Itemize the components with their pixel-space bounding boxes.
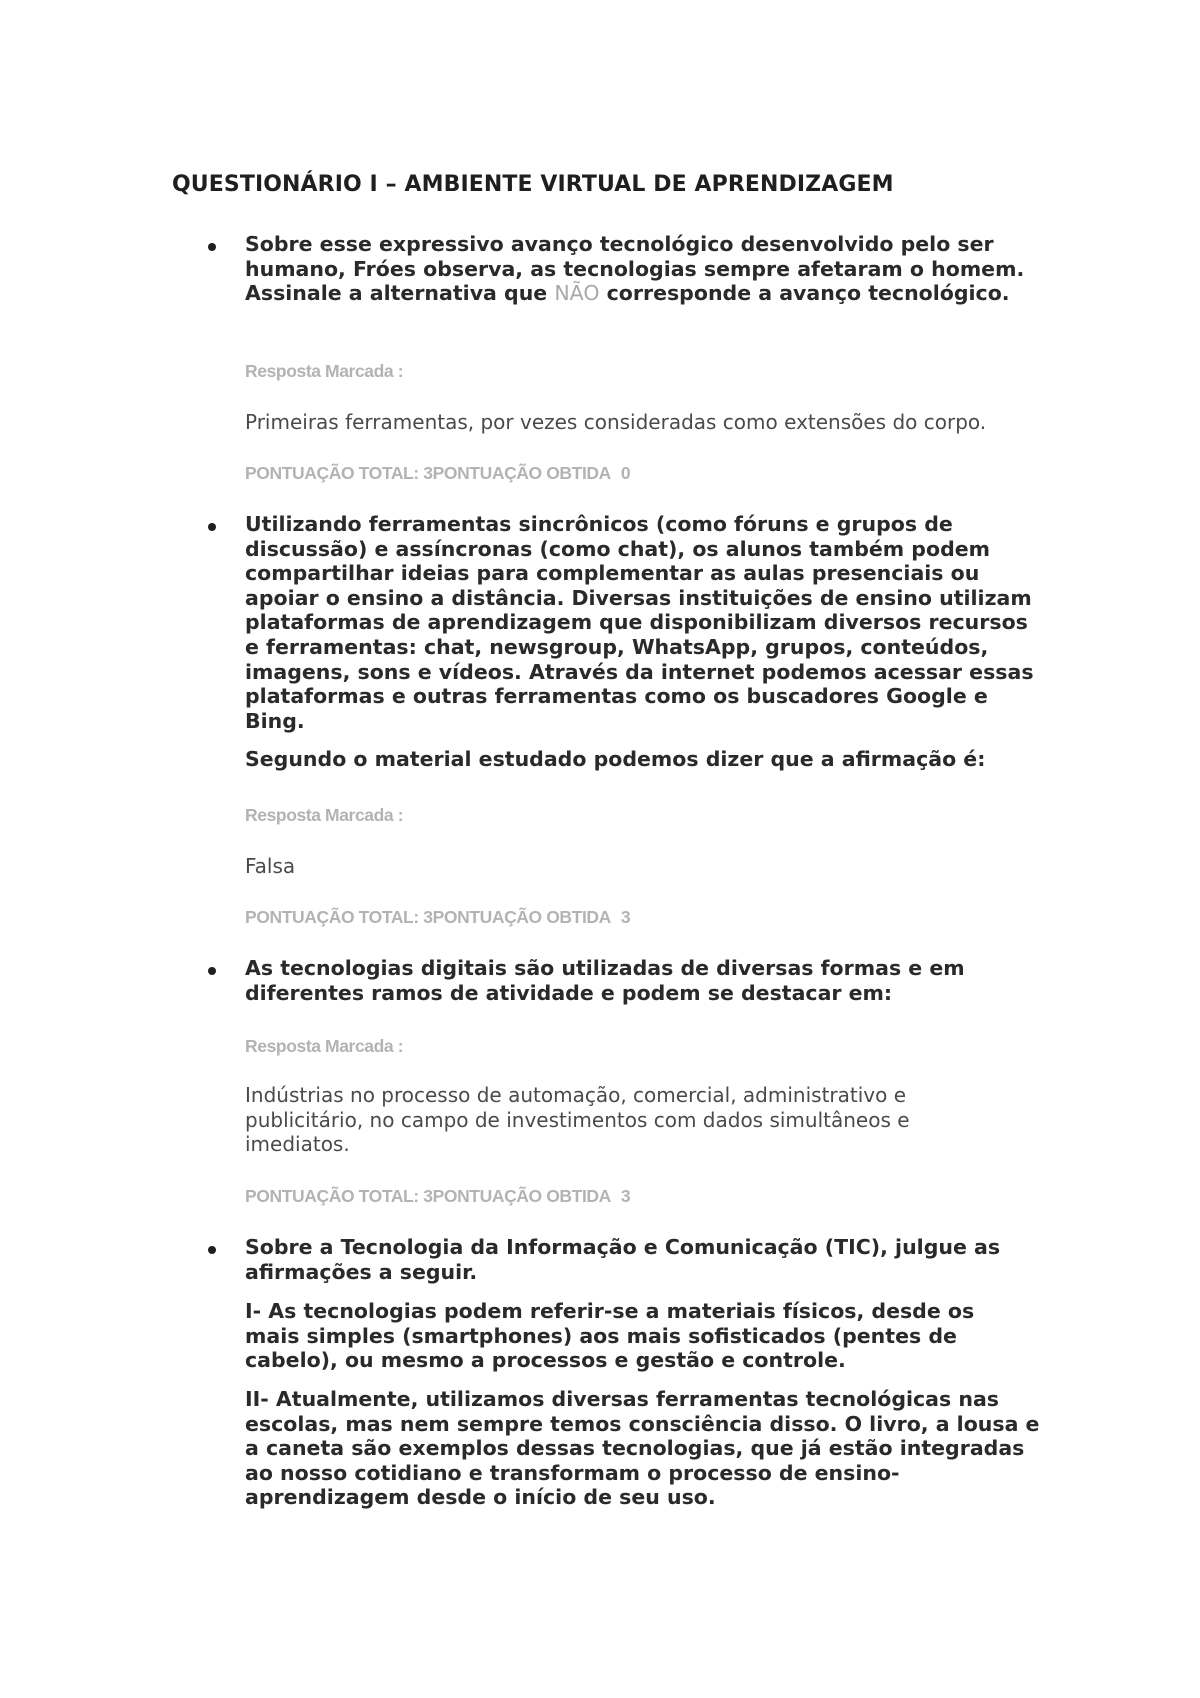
highlight-nao: NÃO [554,281,600,306]
score-obtained-value: 0 [620,463,631,483]
question-text: Utilizando ferramentas sincrônicos (como fóruns e grupos de discussão) e assíncronas (como chat), os alunos também podem compartilhar ideias para complementar as aulas presenciais ou apoiar o ensino a distância. Diversas instituições de ensino utilizam plataformas de aprendizagem que disponibilizam diversos recursos e ferramentas: chat, newsgroup, WhatsApp, grupos, conteúdos, imagens, sons e vídeos. Através da internet podemos acessar essas plataformas e outras ferramentas como os buscadores Google e Bing. [245,512,1034,733]
answer-text: Falsa [245,854,296,878]
bullet-icon [208,967,216,975]
bullet-icon [208,523,216,531]
question-item [245,956,1045,1005]
score-line: PONTUAÇÃO TOTAL: 3PONTUAÇÃO OBTIDA 3 [245,907,631,927]
question-text: Sobre esse expressivo avanço tecnológico desenvolvido pelo ser humano, Fróes observa, as tecnologias sempre afetaram o homem. Assinale a alternativa que NÃO corresponde a avanço tecnológico. [245,232,1025,306]
page-title: QUESTIONÁRIO I – AMBIENTE VIRTUAL DE APRENDIZAGEM [172,172,894,197]
question-text: As tecnologias digitais são utilizadas de diversas formas e em diferentes ramos de atividade e podem se destacar em: [245,956,965,1005]
answer-label: Resposta Marcada : [245,805,404,825]
question-item [245,232,1045,306]
question-subtext: Segundo o material estudado podemos dizer que a afirmação é: [245,747,986,772]
answer-label: Resposta Marcada : [245,1036,404,1056]
answer-text: Indústrias no processo de automação, comercial, administrativo e publicitário, no campo de investimentos com dados simultâneos e imediatos. [245,1083,910,1157]
statement-ii: II- Atualmente, utilizamos diversas ferramentas tecnológicas nas escolas, mas nem sempre temos consciência disso. O livro, a lousa e a caneta são exemplos dessas tecnologias, que já estão integradas ao nosso cotidiano e transformam o processo de ensino-aprendizagem desde o início de seu uso. [245,1386,1040,1510]
score-obtained-value: 3 [620,907,631,927]
score-line: PONTUAÇÃO TOTAL: 3PONTUAÇÃO OBTIDA 3 [245,1186,631,1206]
score-line: PONTUAÇÃO TOTAL: 3PONTUAÇÃO OBTIDA 0 [245,463,631,483]
question-item [245,1235,1045,1510]
question-item [245,512,1045,772]
bullet-icon [208,243,216,251]
bullet-icon [208,1246,216,1254]
statement-i: I- As tecnologias podem referir-se a materiais físicos, desde os mais simples (smartphones) aos mais sofisticados (pentes de cabelo), ou mesmo a processos e gestão e controle. [245,1299,975,1373]
answer-text: Primeiras ferramentas, por vezes consideradas como extensões do corpo. [245,410,987,434]
answer-label: Resposta Marcada : [245,361,404,381]
score-obtained-value: 3 [620,1186,631,1206]
question-text: Sobre a Tecnologia da Informação e Comunicação (TIC), julgue as afirmações a seguir. [245,1235,1001,1284]
